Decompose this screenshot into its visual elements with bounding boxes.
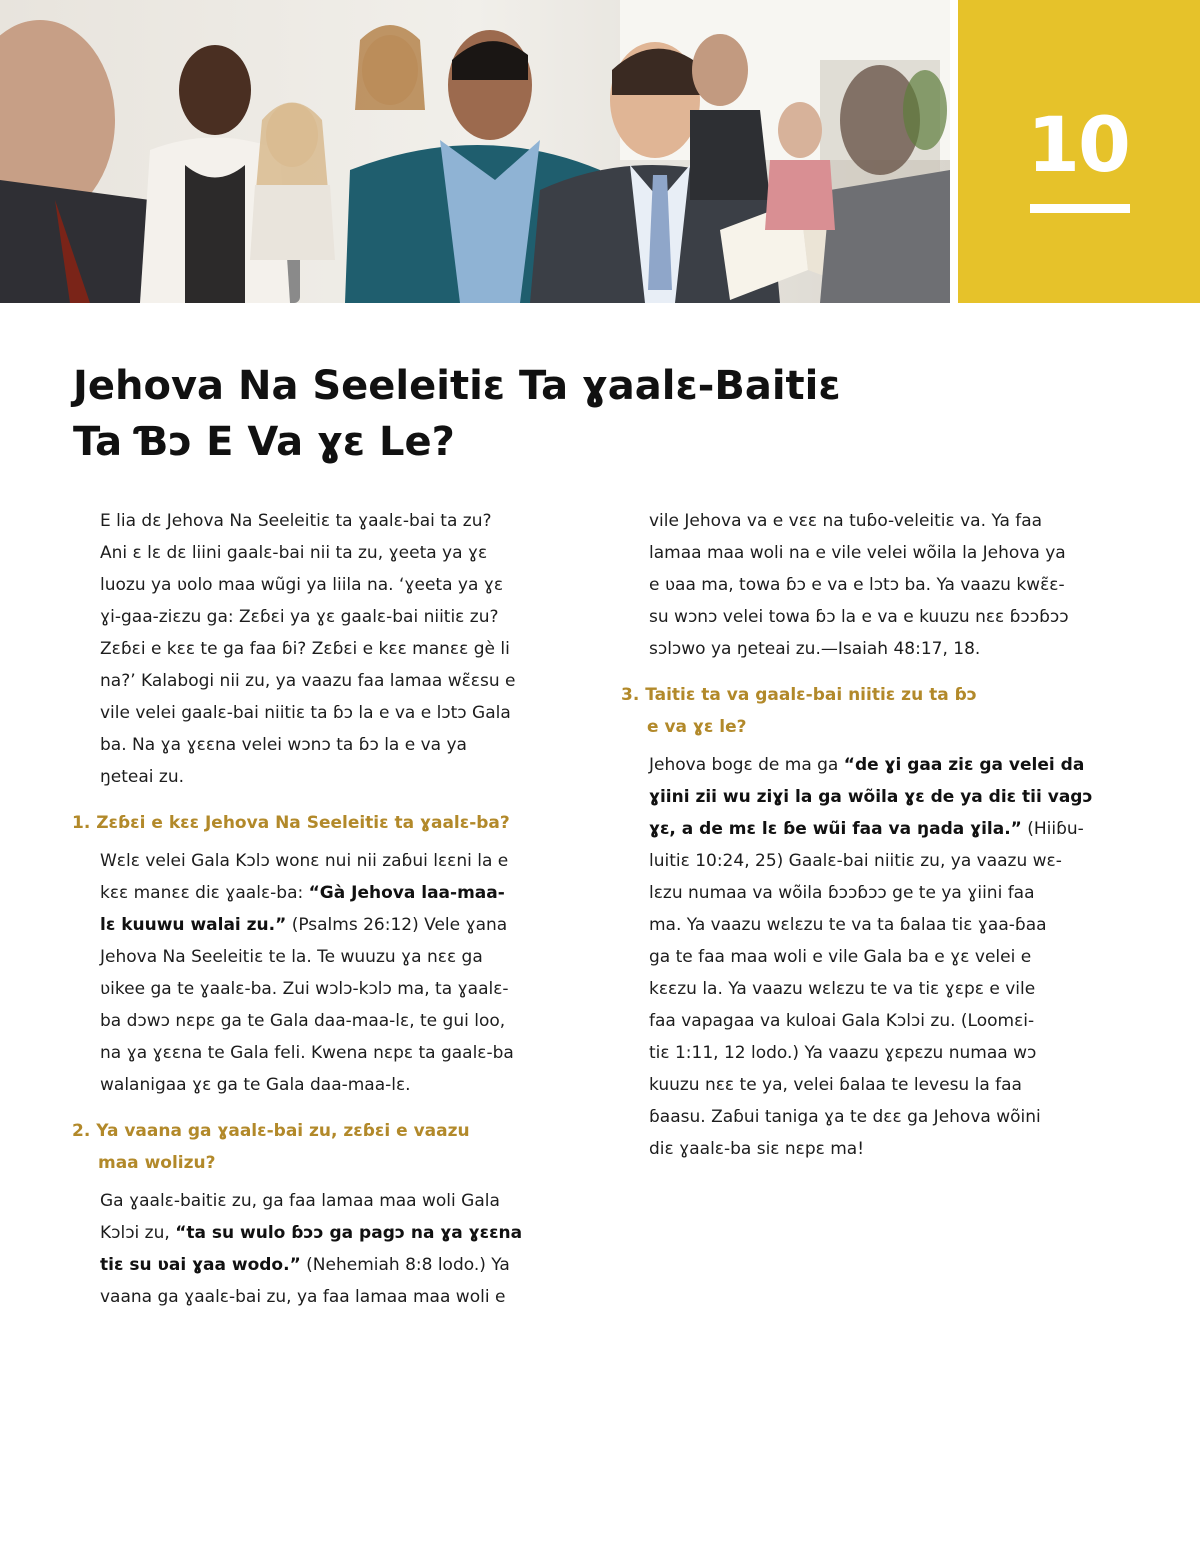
congregation-meeting-photo (0, 0, 950, 303)
intro-line: ɣi-gaa-ziɛzu ga: Zɛɓɛi ya ɣɛ gaalɛ-bai niitiɛ zu? (100, 607, 499, 627)
title-line-2: Ta Ɓɔ E Va ɣɛ Le? (73, 419, 455, 465)
scripture-quote: “de ɣi gaa ziɛ ga velei da (843, 755, 1085, 775)
intro-line: na?’ Kalabogi nii zu, ya vaazu faa lamaa wɛ̃ɛsu e (100, 671, 516, 691)
intro-line: ba. Na ɣa ɣɛɛna velei wɔnɔ ta ɓɔ la e va ya (100, 735, 467, 755)
intro-line: Zɛɓɛi e kɛɛ te ga faa ɓi? Zɛɓɛi e kɛɛ manɛɛ gè li (100, 639, 510, 659)
scripture-quote: tiɛ su ʋai ɣaa wodo.” (100, 1255, 301, 1275)
question-3-heading: 3. Taitiɛ ta va gaalɛ-bai niitiɛ zu ta ɓɔ e va ɣɛ le? (621, 685, 977, 737)
lesson-number: 10 (1027, 100, 1129, 189)
page-title (73, 358, 1053, 470)
scripture-quote: ɣɛ, a de mɛ lɛ ɓe wũi faa va ŋada ɣila.” (649, 819, 1022, 839)
question-3-paragraph: Jehova bogɛ de ma ga “de ɣi gaa ziɛ ga velei da ɣiini zii wu ziɣi la ga wõila ɣɛ de ya diɛ tii vagɔ ɣɛ, a de mɛ lɛ ɓe wũi faa va ŋada ɣila.” (Hiiɓu- luitiɛ 10:24, 25) Gaalɛ-bai niitiɛ zu, ya vaazu wɛ- lɛzu numaa va wõila ɓɔɔɓɔɔ ge te ya ɣiini faa ma. Ya vaazu wɛlɛzu te va ta ɓalaa tiɛ ɣaa-ɓaa ga te faa maa woli e vile Gala ba e ɣɛ velei e kɛɛzu la. Ya vaazu wɛlɛzu te va tiɛ ɣɛpɛ e vile faa vapagaa va kuloai Gala Kɔlɔi zu. (Loomɛi- tiɛ 1:11, 12 lodo.) Ya vaazu ɣɛpɛzu numaa wɔ kuuzu nɛɛ te ya, velei ɓalaa te levesu la faa ɓaasu. Zaɓui taniga ɣa te dɛɛ ga Jehova wõini diɛ ɣaalɛ-ba siɛ nɛpɛ ma! (649, 755, 1093, 1159)
scripture-quote: “ta su wulo ɓɔɔ ga pagɔ na ɣa ɣɛɛna (175, 1223, 523, 1243)
intro-line: Ani ɛ lɛ dɛ liini gaalɛ-bai nii ta zu, ɣeeta ya ɣɛ (100, 543, 488, 563)
intro-paragraph (72, 505, 588, 793)
question-2-paragraph-continued: vile Jehova va e vɛɛ na tuɓo-veleitiɛ va. Ya faa lamaa maa woli na e vile velei wõila la Jehova ya e ʋaa ma, towa ɓɔ e va e lɔtɔ ba. Ya vaazu kwɛ̃ɛ- su wɔnɔ velei towa ɓɔ la e va e kuuzu nɛɛ ɓɔɔɓɔɔ sɔlɔwo ya ŋeteai zu.—Isaiah 48:17, 18. (649, 511, 1069, 659)
title-line-1: Jehova Na Seeleitiɛ Ta ɣaalɛ-Baitiɛ (73, 363, 841, 409)
question-1-paragraph: Wɛlɛ velei Gala Kɔlɔ wonɛ nui nii zaɓui lɛɛni la e kɛɛ manɛɛ diɛ ɣaalɛ-ba: “Gà Jehova laa-maa- lɛ kuuwu walai zu.” (Psalms 26:12) Vele ɣana Jehova Na Seeleitiɛ te la. Te wuuzu ɣa nɛɛ ga ʋikee ga te ɣaalɛ-ba. Zui wɔlɔ-kɔlɔ ma, ta ɣaalɛ- ba dɔwɔ nɛpɛ ga te Gala daa-maa-lɛ, te gui loo, na ɣa ɣɛɛna te Gala feli. Kwena nɛpɛ ta gaalɛ-ba walanigaa ɣɛ ga te Gala daa-maa-lɛ. (100, 851, 514, 1095)
scripture-quote: “Gà Jehova laa-maa- (308, 883, 505, 903)
intro-line: E lia dɛ Jehova Na Seeleitiɛ ta ɣaalɛ-bai ta zu? (100, 511, 492, 531)
question-1-heading: 1. Zɛɓɛi e kɛɛ Jehova Na Seeleitiɛ ta ɣaalɛ-ba? (72, 813, 510, 833)
intro-line: luozu ya ʋolo maa wũgi ya liila na. ‘ɣeeta ya ɣɛ (100, 575, 504, 595)
lesson-number-badge (958, 0, 1200, 303)
right-column (621, 505, 1137, 1165)
intro-line: ŋeteai zu. (100, 767, 185, 787)
question-2-heading: 2. Ya vaana ga ɣaalɛ-bai zu, zɛɓɛi e vaazu maa wolizu? (72, 1121, 470, 1173)
scripture-quote: ɣiini zii wu ziɣi la ga wõila ɣɛ de ya diɛ tii vagɔ (649, 787, 1093, 807)
scripture-quote: lɛ kuuwu walai zu.” (100, 915, 287, 935)
left-column (72, 505, 588, 1313)
intro-line: vile velei gaalɛ-bai niitiɛ ta ɓɔ la e va e lɔtɔ Gala (100, 703, 511, 723)
header-photo (0, 0, 950, 303)
lesson-number-underline (1030, 204, 1130, 213)
question-2-paragraph: Ga ɣaalɛ-baitiɛ zu, ga faa lamaa maa woli Gala Kɔlɔi zu, “ta su wulo ɓɔɔ ga pagɔ na ɣa ɣɛɛna tiɛ su ʋai ɣaa wodo.” (Nehemiah 8:8 lodo.) Ya vaana ga ɣaalɛ-bai zu, ya faa lamaa maa woli e (100, 1191, 523, 1307)
